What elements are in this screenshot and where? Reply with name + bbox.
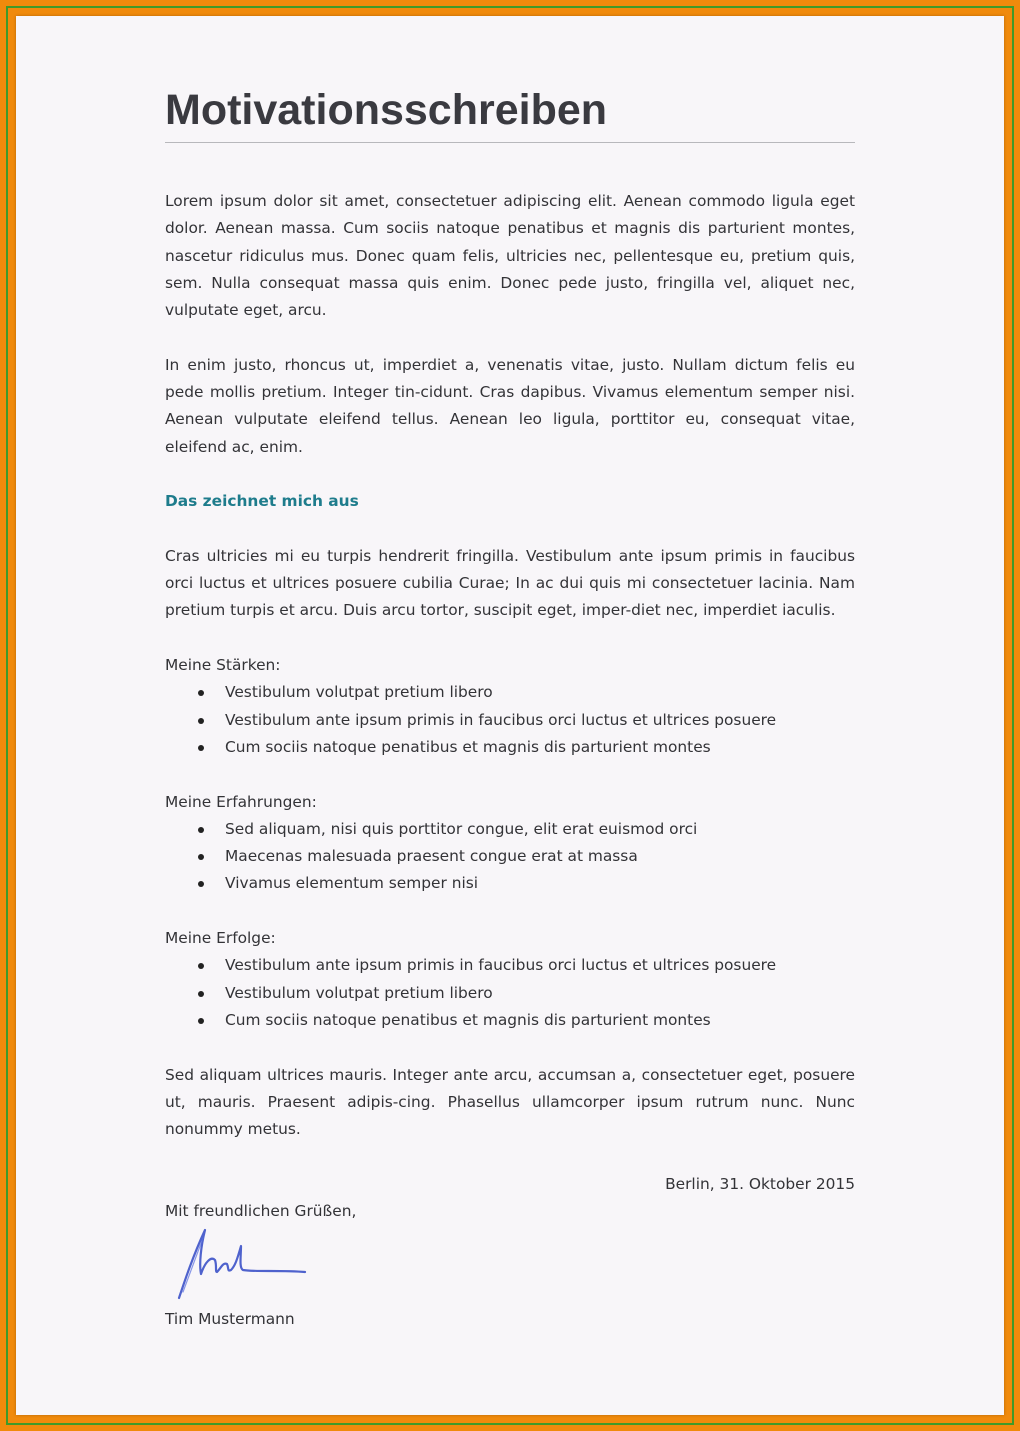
page-title: Motivationsschreiben [165,84,855,143]
bullet-dot-icon [198,690,204,696]
bullet-dot-icon [198,963,204,969]
bullet-dot-icon [198,827,204,833]
list-item: Vestibulum ante ipsum primis in faucibus orci luctus et ultrices posuere [165,707,855,734]
bullet-dot-icon [198,854,204,860]
list-erfahrungen [165,816,855,898]
document-page [16,16,1004,1415]
place-date: Berlin, 31. Oktober 2015 [665,1174,855,1193]
bullet-dot-icon [198,1018,204,1024]
section-heading: Das zeichnet mich aus [165,492,359,511]
list-erfolge [165,952,855,1034]
list-item: Vestibulum volutpat pretium libero [165,980,855,1007]
signer-name: Tim Mustermann [165,1310,295,1328]
bullet-dot-icon [198,881,204,887]
list-item: Vivamus elementum semper nisi [165,870,855,897]
list-staerken [165,679,855,761]
list-label-staerken: Meine Stärken: [165,656,281,675]
paragraph-second: In enim justo, rhoncus ut, imperdiet a, venenatis vitae, justo. Nullam dictum felis eu pede mollis pretium. Integer tin-cidunt. Cras dapibus. Vivamus elementum semper nisi. Aenean vulputate eleifend tellus. Aenean leo ligula, porttitor eu, consequat vitae, eleifend ac, enim. [165,355,855,456]
list-item: Vestibulum volutpat pretium libero [165,679,855,706]
list-item: Cum sociis natoque penatibus et magnis dis parturient montes [165,1007,855,1034]
paragraph-third: Cras ultricies mi eu turpis hendrerit fringilla. Vestibulum ante ipsum primis in faucibus orci luctus et ultrices posuere cubilia Curae; In ac dui quis mi consectetuer lacinia. Nam pretium turpis et arcu. Duis arcu tortor, suscipit eget, imper-diet nec, imperdiet iaculis. [165,546,855,620]
bullet-dot-icon [198,718,204,724]
list-label-erfahrungen: Meine Erfahrungen: [165,792,317,811]
bullet-dot-icon [198,991,204,997]
bullet-dot-icon [198,745,204,751]
letter-body [165,188,855,1225]
closing-salutation: Mit freundlichen Grüßen, [165,1201,357,1220]
list-item: Sed aliquam, nisi quis porttitor congue, elit erat euismod orci [165,816,855,843]
list-item: Maecenas malesuada praesent congue erat at massa [165,843,855,870]
paragraph-closing: Sed aliquam ultrices mauris. Integer ante arcu, accumsan a, consectetuer eget, posuere ut, mauris. Praesent adipis-cing. Phasellus ullamcorper ipsum rutrum nunc. Nunc nonummy metus. [165,1065,855,1139]
paragraph-intro: Lorem ipsum dolor sit amet, consectetuer adipiscing elit. Aenean commodo ligula eget dolor. Aenean massa. Cum sociis natoque penatibus et magnis dis parturient montes, nascetur ridiculus mus. Donec quam felis, ultricies nec, pellentesque eu, pretium quis, sem. Nulla consequat massa quis enim. Donec pede justo, fringilla vel, aliquet nec, vulputate eget, arcu. [165,192,855,320]
list-label-erfolge: Meine Erfolge: [165,929,276,948]
handwritten-signature-icon [171,1216,311,1306]
list-item: Cum sociis natoque penatibus et magnis dis parturient montes [165,734,855,761]
list-item: Vestibulum ante ipsum primis in faucibus orci luctus et ultrices posuere [165,952,855,979]
